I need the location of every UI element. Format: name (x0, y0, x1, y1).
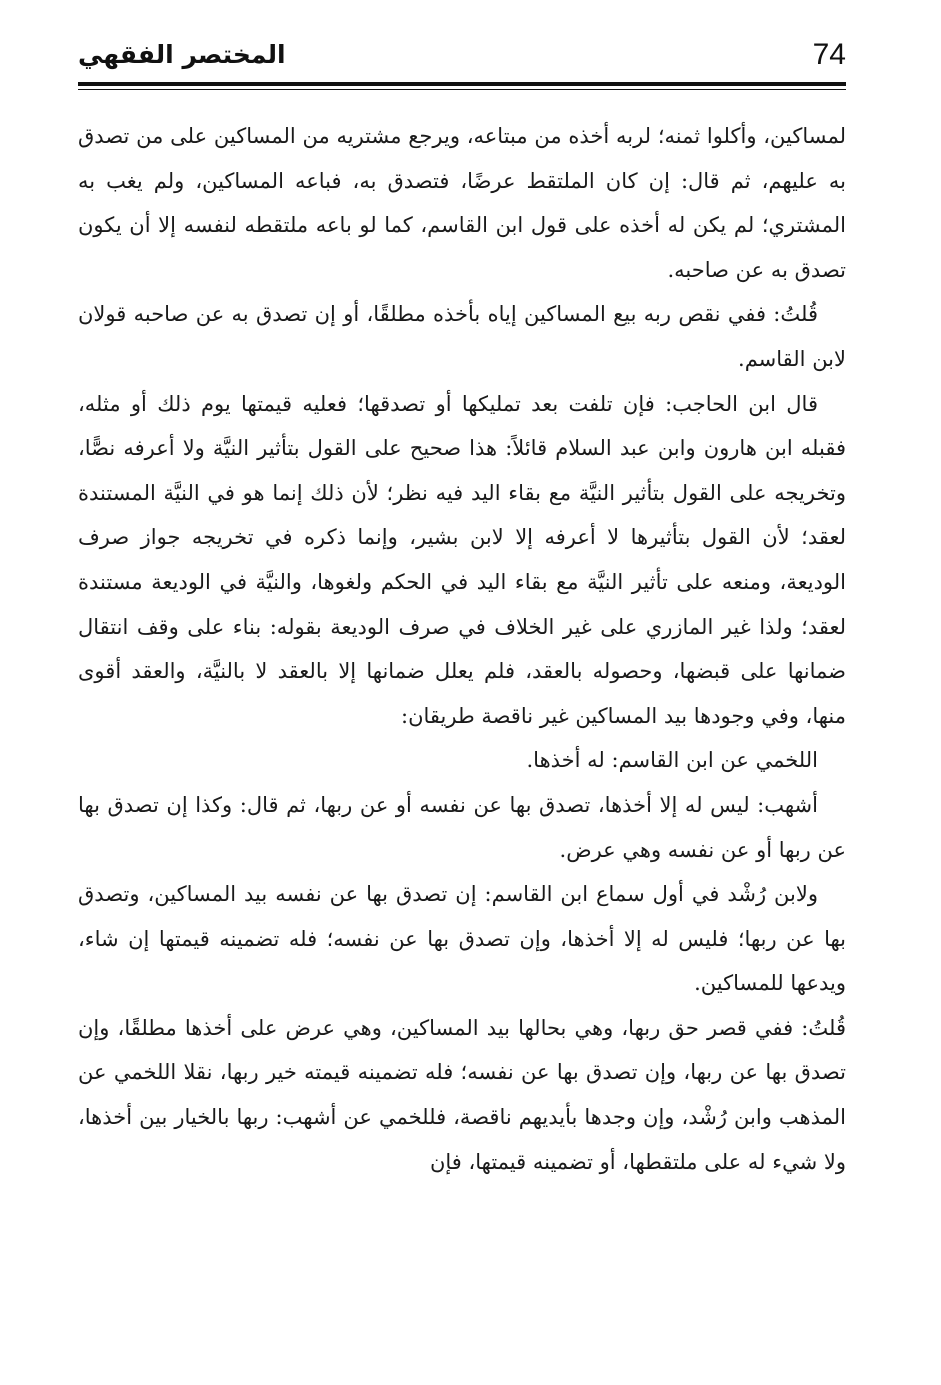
body-text (78, 114, 846, 1184)
paragraph-6: ولابن رُشْد في أول سماع ابن القاسم: إن تصدق بها عن نفسه بيد المساكين، وتصدق بها عن ربها؛ فليس له إلا أخذها، وإن تصدق بها عن نفسه؛ فله تضمينه قيمتها إن شاء، ويدعها للمساكين. (78, 882, 846, 996)
header-rule-thin (78, 89, 846, 90)
page-number: 74 (812, 38, 846, 71)
paragraph-7: قُلتُ: ففي قصر حق ربها، وهي بحالها بيد المساكين، وهي عرض على أخذها مطلقًا، وإن تصدق بها عن ربها، وإن تصدق بها عن نفسه؛ فله تضمينه قيمته خير ربها، نقلا اللخمي عن المذهب وابن رُشْد، وإن وجدها بأيديهم ناقصة، فللخمي عن أشهب: ربها بالخيار بين أخذها، ولا شيء له على ملتقطها، أو تضمينه قيمتها، فإن (78, 1015, 846, 1174)
paragraph-2: قُلتُ: ففي نقص ربه بيع المساكين إياه بأخذه مطلقًا، أو إن تصدق به عن صاحبه قولان لابن القاسم. (78, 302, 846, 371)
paragraph-1: لمساكين، وأكلوا ثمنه؛ لربه أخذه من مبتاعه، ويرجع مشتريه من المساكين على من تصدق به عليهم، ثم قال: إن كان الملتقط عرضًا، فتصدق به، فباعه المساكين، ولم يغب به المشتري؛ لم يكن له أخذه على قول ابن القاسم، كما لو باعه ملتقطه لنفسه إلا أن يكون تصدق به عن صاحبه. (78, 124, 846, 282)
paragraph-4: اللخمي عن ابن القاسم: له أخذها. (526, 748, 818, 773)
running-head-title: المختصر الفقهي (78, 40, 286, 69)
header-rule-thick (78, 82, 846, 86)
page-header (78, 36, 846, 84)
paragraph-3: قال ابن الحاجب: فإن تلفت بعد تمليكها أو تصدقها؛ فعليه قيمتها يوم ذلك أو مثله، فقبله ابن هارون وابن عبد السلام قائلاً: هذا صحيح على القول بتأثير النيَّة ولا أعرفه نصًّا، وتخريجه على القول بتأثير النيَّة مع بقاء اليد فيه نظر؛ لأن ذلك إنما هو في النيَّة المستندة لعقد؛ لأن القول بتأثيرها لا أعرفه إلا لابن بشير، وإنما ذكره في تخريجه جواز صرف الوديعة، ومنعه على تأثير النيَّة مع بقاء اليد في الحكم ولغوها، والنيَّة في الوديعة مستندة لعقد؛ ولذا غير المازري على غير الخلاف في صرف الوديعة بقوله: بناء على وقف انتقال ضمانها على قبضها، وحصوله بالعقد، فلم يعلل ضمانها إلا بالعقد لا بالنيَّة، والعقد أقوى منها، وفي وجودها بيد المساكين غير ناقصة طريقان: (78, 391, 846, 728)
paragraph-5: أشهب: ليس له إلا أخذها، تصدق بها عن نفسه أو عن ربها، ثم قال: وكذا إن تصدق بها عن ربها أو عن نفسه وهي عرض. (78, 792, 846, 862)
